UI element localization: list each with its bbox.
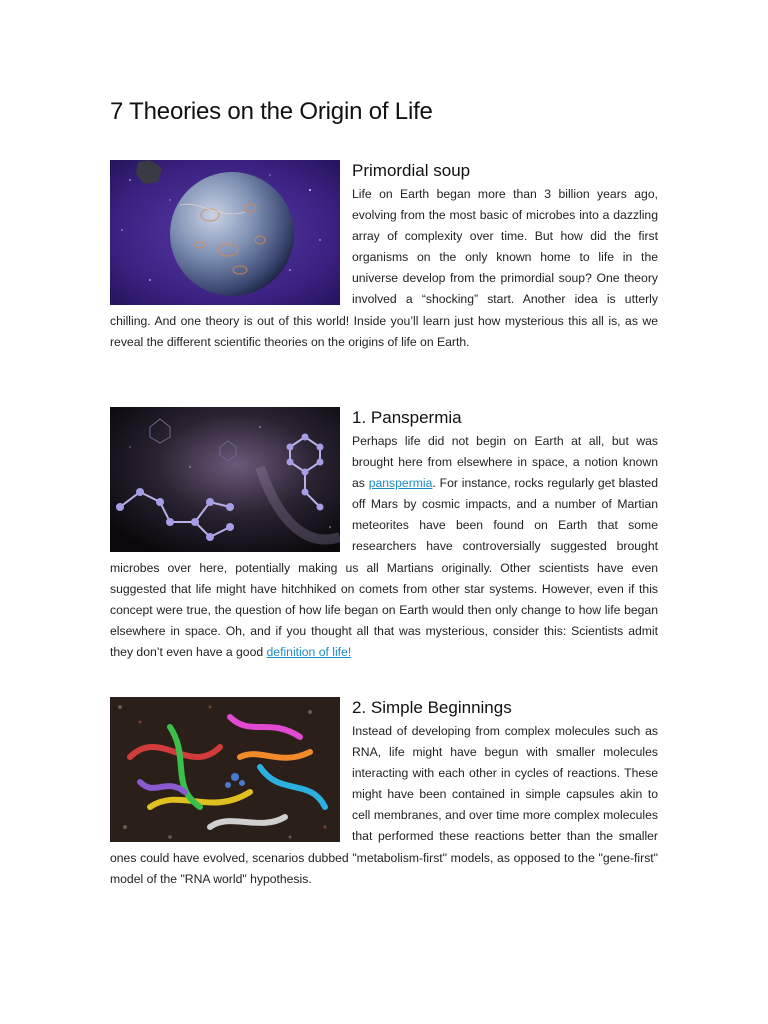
protein-ribbon-image <box>110 697 340 842</box>
section-simple-beginnings <box>110 697 658 890</box>
section-body: Instead of developing from complex molecules such as RNA, life might have begun with smaller molecules interacting with each other in cycles of reactions. These might have been contained in simple capsules akin to cell membranes, and over time more complex molecules that performed these reactions better than the smaller ones could have evolved, scenarios dubbed "metabolism-first" models, as opposed to the "gene-first" model of the "RNA world" hypothesis. <box>110 724 658 886</box>
section-heading: 2. Simple Beginnings <box>352 698 512 717</box>
panspermia-link[interactable]: panspermia <box>368 476 433 491</box>
document-title: 7 Theories on the Origin of Life <box>110 98 433 125</box>
body-text: Perhaps life did not begin on Earth at all, but was brought here from elsewhere in space, a notion known as <box>352 434 658 491</box>
section-panspermia <box>110 407 658 663</box>
molecules-in-space-image <box>110 407 340 552</box>
body-text: . For instance, rocks regularly get blasted off Mars by cosmic impacts, and a number of Martian meteorites have been found on Earth that some researchers have controversially suggested brought microbes over here, potentially making us all Martians originally. Other scientists have even suggested that life might have hitchhiked on comets from other star systems. However, even if this concept were true, the question of how life began on Earth would then only change to how life began elsewhere in space. Oh, and if you thought all that was mysterious, consider this: Scientists admit they don’t even have a good <box>110 476 658 659</box>
planet-image <box>110 160 340 305</box>
definition-of-life-link[interactable]: definition of life! <box>266 644 352 659</box>
section-heading: 1. Panspermia <box>352 408 462 427</box>
section-heading: Primordial soup <box>352 161 471 180</box>
section-primordial-soup <box>110 160 658 353</box>
section-body: Life on Earth began more than 3 billion years ago, evolving from the most basic of microbes into a dazzling array of complexity over time. But how did the first organisms on the only known home to life in the universe develop from the primordial soup? One theory involved a “shocking” start. Another idea is utterly chilling. And one theory is out of this world! Inside you’ll learn just how mysterious this all is, as we reveal the different scientific theories on the origins of life on Earth. <box>110 187 658 349</box>
